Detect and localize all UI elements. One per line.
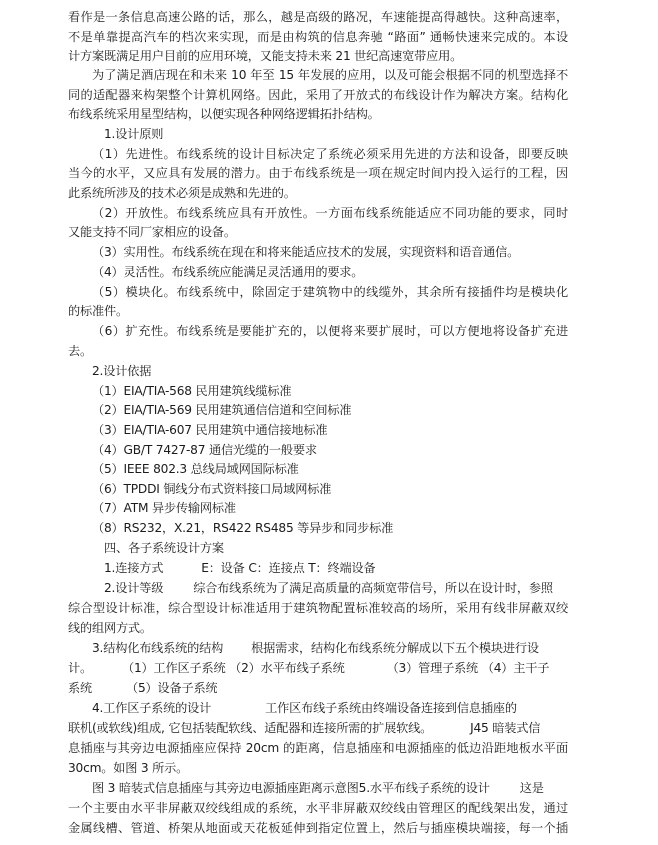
structure-text-2c: （3）管理子系统 （4）主干子 xyxy=(386,661,550,675)
principle-2-line-1: （2）开放性。布线系统应具有开放性。一方面布线系统能适应不同功能的要求，同时 xyxy=(92,206,568,220)
principle-4: （4）灵活性。布线系统应能满足灵活通用的要求。 xyxy=(92,265,364,279)
subsystems-heading: 四、各子系统设计方案 xyxy=(104,541,224,555)
structure-text-2a: 计。 xyxy=(68,661,92,675)
grade-line-3: 线的组网方式。 xyxy=(68,621,152,635)
work-line-3: 息插座与其旁边电源插座应保持 20cm 的距离，信息插座和电源插座的低边沿距地板水平面 xyxy=(68,741,568,755)
structure-text-2b: （1）工作区子系统 （2）水平布线子系统 xyxy=(121,661,345,675)
figure-horizontal-line xyxy=(92,778,544,798)
principle-1-line-1: （1）先进性。布线系统的设计目标决定了系统必须采用先进的方法和设备，即要反映 xyxy=(92,147,568,161)
structure-text-3b: （5）设备子系统 xyxy=(125,681,218,695)
structure-text-1: 根据需求，结构化布线系统分解成以下五个模块进行设 xyxy=(251,641,539,655)
work-text-2b: J45 暗装式信 xyxy=(470,721,541,735)
principle-5-line-1: （5）模块化。布线系统中，除固定于建筑物中的线缆外，其余所有接插件均是模块化 xyxy=(92,285,568,299)
basis-item-1: （1）EIA/TIA-568 民用建筑线缆标准 xyxy=(92,384,292,398)
work-text-2a: 联机(或软线)组成, 它包括装配软线、适配器和连接所需的扩展软线。 xyxy=(68,721,433,735)
structure-line-2 xyxy=(68,658,549,678)
work-label: 4.工作区子系统的设计 xyxy=(92,701,212,715)
work-text-1: 工作区布线子系统由终端设备连接到信息插座的 xyxy=(265,701,517,715)
principle-5-line-2: 的标准件。 xyxy=(68,304,128,318)
work-line-4: 30cm。如图 3 所示。 xyxy=(68,761,189,775)
structure-text-3a: 系统 xyxy=(68,681,92,695)
horizontal-text-1: 这是 xyxy=(519,781,544,795)
principle-6-line-1: （6）扩充性。布线系统是要能扩充的，以便将来要扩展时，可以方便地将设备扩充进 xyxy=(92,324,568,338)
basis-item-2: （2）EIA/TIA-569 民用建筑通信信道和空间标准 xyxy=(92,403,352,417)
structure-line-1 xyxy=(92,638,539,658)
para2-line-3: 布线系统采用星型结构，以便实现各种网络逻辑拓扑结构。 xyxy=(68,107,380,121)
grade-line-2: 综合型设计标准，综合型设计标准适用于建筑物配置标准较高的场所，采用有线非屏蔽双绞 xyxy=(68,601,568,615)
principle-1-line-3: 此系统所涉及的技术必须是成熟和先进的。 xyxy=(68,186,296,200)
intro-line-1: 看作是一条信息高速公路的话，那么，越是高级的路况，车速能提高得越快。这种高速率， xyxy=(68,10,568,24)
figure-caption: 图 3 暗装式信息插座与其旁边电源插座距离示意图 xyxy=(92,781,359,795)
intro-line-3: 计方案既满足用户目前的应用环境，又能支持未来 21 世纪高速宽带应用。 xyxy=(68,49,463,63)
connection-line xyxy=(104,558,375,578)
para2-line-2: 同的适配器来构架整个计算机网络。因此，采用了开放式的布线设计作为解决方案。结构化 xyxy=(68,88,568,102)
horizontal-line-3: 金属线槽、管道、桥架从地面或天花板延伸到指定位置上，然后与插座模块端接，每一个插 xyxy=(68,821,568,835)
horizontal-line-2: 一个主要由水平非屏蔽双绞线组成的系统，水平非屏蔽双绞线由管理区的配线架出发，通过 xyxy=(68,801,568,815)
structure-line-3 xyxy=(68,678,217,698)
basis-item-8: （8）RS232，X.21，RS422 RS485 等异步和同步标准 xyxy=(92,521,394,535)
principle-1-line-2: 当今的水平，又应具有发展的潜力。由于布线系统是一项在规定时间内投入运行的工程，因 xyxy=(68,166,568,180)
principle-6-line-2: 去。 xyxy=(68,344,92,358)
basis-item-4: （4）GB/T 7427-87 通信光缆的一般要求 xyxy=(92,443,317,457)
basis-item-6: （6）TPDDI 铜线分布式资料接口局域网标准 xyxy=(92,482,332,496)
principles-heading: 1.设计原则 xyxy=(104,127,164,141)
principle-2-line-2: 又能支持不同厂家相应的设备。 xyxy=(68,225,236,239)
basis-heading: 2.设计依据 xyxy=(92,364,152,378)
grade-label: 2.设计等级 xyxy=(104,581,164,595)
connection-label: 1.连接方式 xyxy=(104,561,164,575)
horizontal-label: 5.水平布线子系统的设计 xyxy=(358,781,490,795)
grade-line-1 xyxy=(104,578,553,598)
principle-3: （3）实用性。布线系统在现在和将来能适应技术的发展，实现资料和语音通信。 xyxy=(92,245,520,259)
structure-label: 3.结构化布线系统的结构 xyxy=(92,641,224,655)
para2-line-1: 为了满足酒店现在和未来 10 年至 15 年发展的应用，以及可能会根据不同的机型选择不 xyxy=(92,68,568,82)
basis-item-7: （7）ATM 异步传输网标准 xyxy=(92,501,236,515)
connection-text: E：设备 C：连接点 T：终端设备 xyxy=(201,561,376,575)
grade-text-1: 综合布线系统为了满足高质量的高频宽带信号，所以在设计时，参照 xyxy=(193,581,553,595)
basis-item-3: （3）EIA/TIA-607 民用建筑中通信接地标准 xyxy=(92,423,328,437)
basis-item-5: （5）IEEE 802.3 总线局域网国际标准 xyxy=(92,462,299,476)
work-line-1 xyxy=(92,698,517,718)
work-line-2 xyxy=(68,718,540,738)
intro-line-2: 不是单靠提高汽车的档次来实现，而是由构筑的信息奔驰 “路面” 通畅快速来完成的。本设 xyxy=(68,30,568,44)
